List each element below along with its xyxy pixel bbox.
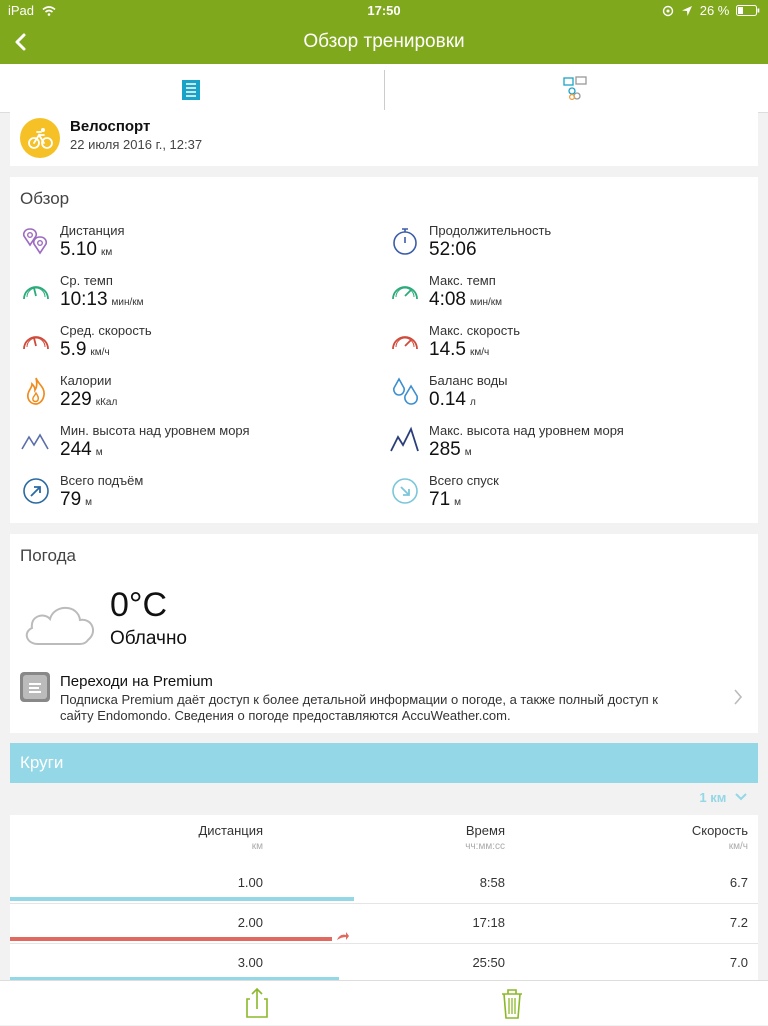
max-altitude-icon [389, 425, 421, 457]
laps-title: Круги [20, 753, 64, 772]
stat-unit: кКал [95, 397, 118, 408]
stat-label: Ср. темп [60, 273, 113, 288]
share-network-icon [563, 76, 587, 100]
speed-gauge-icon [20, 325, 52, 357]
stat-value: 244 м [60, 439, 103, 460]
stat-item [20, 373, 380, 419]
lap-speed-bar [10, 937, 332, 941]
stat-label: Калории [60, 373, 112, 388]
tab-summary[interactable] [0, 64, 384, 112]
lap-distance: 3.00 [237, 955, 263, 970]
stat-unit: м [464, 447, 472, 458]
lap-speed-bar [10, 897, 354, 901]
rotation-lock-icon [662, 5, 674, 17]
lap-speed: 7.0 [729, 955, 748, 970]
premium-title: Переходи на Premium [60, 673, 213, 690]
stat-label: Баланс воды [429, 373, 508, 388]
weather-card [10, 534, 758, 733]
stat-value: 5.9 км/ч [60, 339, 110, 360]
stat-item [20, 223, 380, 269]
stat-unit: л [469, 397, 476, 408]
lap-row [10, 953, 758, 980]
lap-speed: 6.7 [729, 875, 748, 890]
bottom-toolbar [0, 980, 768, 1025]
battery-icon [736, 5, 760, 16]
status-time: 17:50 [367, 3, 401, 18]
column-header-time: Время [465, 823, 505, 838]
overview-title: Обзор [20, 189, 70, 208]
pace-gauge-icon [20, 275, 52, 307]
row-divider [10, 943, 758, 944]
share-button[interactable] [240, 985, 274, 1021]
stat-unit: м [95, 447, 103, 458]
delete-button[interactable] [495, 985, 529, 1021]
map-pin-icon [20, 225, 52, 257]
premium-text-line2: сайту Endomondo. Сведения о погоде предоставляются AccuWeather.com. [60, 708, 511, 723]
stat-label: Макс. темп [429, 273, 496, 288]
max-speed-gauge-icon [389, 325, 421, 357]
column-header-distance: Дистанция [198, 823, 263, 838]
stat-item [20, 323, 380, 369]
column-unit-speed: км/ч [728, 841, 748, 852]
stat-item [389, 373, 749, 419]
stat-value: 5.10 км [60, 239, 113, 260]
laps-header [10, 743, 758, 783]
lap-time: 25:50 [472, 955, 505, 970]
weather-title: Погода [20, 546, 76, 565]
ascent-arrow-icon [20, 475, 52, 507]
stat-unit: км/ч [469, 347, 490, 358]
status-bar [0, 0, 768, 20]
row-divider [10, 903, 758, 904]
flame-icon [20, 375, 52, 407]
stat-item [389, 223, 749, 269]
fastest-lap-icon [336, 931, 350, 943]
chevron-down-icon [734, 792, 748, 802]
stat-item [20, 423, 380, 469]
list-icon [182, 80, 202, 100]
stat-label: Дистанция [60, 223, 125, 238]
stat-unit: мин/км [469, 297, 502, 308]
stat-unit: м [85, 497, 93, 508]
min-altitude-icon [20, 425, 52, 457]
descent-arrow-icon [389, 475, 421, 507]
premium-text-line1: Подписка Premium даёт доступ к более детальной информации о погоде, а также полный доступ к [60, 692, 658, 707]
cloud-icon [20, 592, 100, 648]
column-unit-distance: км [251, 841, 263, 852]
stat-label: Макс. скорость [429, 323, 521, 338]
stopwatch-icon [389, 225, 421, 257]
stat-label: Всего подъём [60, 473, 144, 488]
location-arrow-icon [681, 5, 693, 17]
stat-value: 14.5 км/ч [429, 339, 490, 360]
stat-item [20, 473, 380, 519]
sport-name: Велоспорт [70, 118, 151, 135]
weather-temperature: 0°C [110, 586, 168, 624]
stat-item [389, 473, 749, 519]
lap-time: 8:58 [479, 875, 505, 890]
stat-value: 0.14 л [429, 389, 476, 410]
stat-unit: км/ч [90, 347, 110, 358]
stat-value: 285 м [429, 439, 472, 460]
share-icon [240, 985, 274, 1021]
stat-value: 4:08 мин/км [429, 289, 502, 310]
tab-bar [0, 64, 768, 113]
workout-header [10, 112, 758, 166]
trash-icon [495, 985, 529, 1021]
stat-item [389, 323, 749, 369]
stat-value: 52:06 [429, 239, 477, 260]
stat-item [389, 273, 749, 319]
stat-unit: мин/км [111, 297, 144, 308]
chevron-right-icon [732, 688, 744, 706]
lap-distance-selector[interactable]: 1 км [699, 790, 748, 805]
laps-filter-bar [10, 783, 758, 815]
premium-promo[interactable] [10, 666, 758, 726]
stat-label: Мин. высота над уровнем моря [60, 423, 250, 438]
stat-unit: км [100, 247, 113, 258]
bicycle-icon [20, 118, 60, 158]
lap-distance: 2.00 [237, 915, 263, 930]
overview-card [10, 177, 758, 523]
column-unit-time: чч:мм:сс [465, 841, 505, 852]
stat-value: 79 м [60, 489, 93, 510]
water-drops-icon [389, 375, 421, 407]
laps-table [10, 815, 758, 980]
stat-label: Сред. скорость [60, 323, 152, 338]
stat-label: Продолжительность [429, 223, 552, 238]
stat-label: Всего спуск [429, 473, 499, 488]
stat-unit: м [454, 497, 462, 508]
lap-row [10, 913, 758, 953]
stat-value: 229 кКал [60, 389, 118, 410]
lap-distance: 1.00 [237, 875, 263, 890]
status-device: iPad [8, 3, 56, 18]
page-title: Обзор тренировки [303, 31, 465, 52]
lap-speed: 7.2 [729, 915, 748, 930]
stat-value: 10:13 мин/км [60, 289, 144, 310]
column-header-speed: Скорость [691, 823, 748, 838]
stat-label: Макс. высота над уровнем моря [429, 423, 624, 438]
stat-item [20, 273, 380, 319]
status-right: 26 % [662, 3, 760, 18]
weather-condition: Облачно [110, 628, 188, 649]
stat-item [389, 423, 749, 469]
max-pace-gauge-icon [389, 275, 421, 307]
stat-value: 71 м [429, 489, 462, 510]
premium-icon [20, 672, 50, 702]
sport-badge [20, 118, 60, 158]
tab-social[interactable] [385, 64, 768, 112]
navigation-bar [0, 20, 768, 64]
lap-time: 17:18 [472, 915, 505, 930]
workout-datetime: 22 июля 2016 г., 12:37 [70, 137, 203, 152]
lap-row [10, 873, 758, 913]
